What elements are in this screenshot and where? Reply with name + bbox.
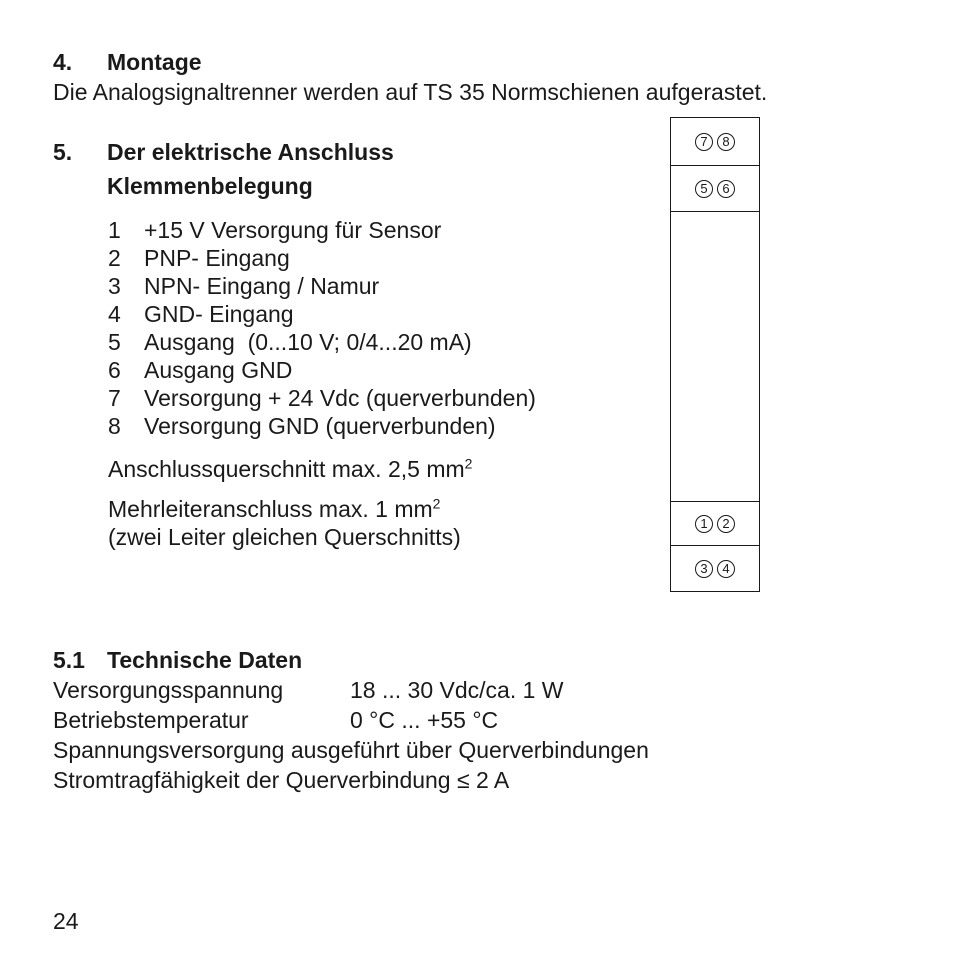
terminal-item (108, 384, 536, 412)
power-supply-note: Spannungsversorgung ausgeführt über Querverbindungen (53, 737, 649, 763)
terminal-circle-8: 8 (717, 133, 735, 151)
terminal-number: 6 (108, 357, 121, 383)
terminal-number: 2 (108, 245, 121, 271)
supply-voltage-value: 18 ... 30 Vdc/ca. 1 W (350, 677, 564, 703)
terminal-circle-4: 4 (717, 560, 735, 578)
section-4-number: 4. (53, 49, 73, 75)
terminal-item (108, 272, 536, 300)
terminal-circle-1: 1 (695, 515, 713, 533)
multi-wire-note (108, 496, 440, 523)
section-4-title: Montage (107, 49, 202, 75)
terminal-circle-3: 3 (695, 560, 713, 578)
terminal-circle-7: 7 (695, 133, 713, 151)
terminal-list (108, 216, 536, 440)
terminal-circle-5: 5 (695, 180, 713, 198)
terminal-row-top-1 (671, 118, 759, 166)
supply-voltage-row (53, 677, 564, 704)
terminal-item (108, 328, 536, 356)
operating-temp-label: Betriebstemperatur (53, 707, 249, 733)
multi-wire-subnote: (zwei Leiter gleichen Querschnitts) (108, 524, 461, 550)
terminal-item (108, 356, 536, 384)
section-5-title: Der elektrische Anschluss (107, 139, 394, 165)
terminal-circle-6: 6 (717, 180, 735, 198)
section-5-subtitle: Klemmenbelegung (107, 173, 313, 199)
page-number: 24 (53, 908, 79, 934)
terminal-label: GND- Eingang (144, 301, 294, 327)
terminal-item (108, 412, 536, 440)
terminal-number: 3 (108, 273, 121, 299)
section-5-number: 5. (53, 139, 73, 165)
terminal-row-top-2 (671, 166, 759, 212)
section-5-1-number: 5.1 (53, 647, 85, 673)
terminal-label: NPN- Eingang / Namur (144, 273, 380, 299)
terminal-label: PNP- Eingang (144, 245, 290, 271)
terminal-block-diagram (670, 117, 760, 592)
cross-section-superscript: 2 (464, 455, 473, 472)
terminal-number: 5 (108, 329, 121, 355)
terminal-item (108, 300, 536, 328)
multi-wire-superscript: 2 (432, 495, 441, 512)
terminal-number: 1 (108, 217, 121, 243)
terminal-label: Ausgang (0...10 V; 0/4...20 mA) (144, 329, 472, 355)
current-capacity-note: Stromtragfähigkeit der Querverbindung ≤ 2 A (53, 767, 510, 793)
terminal-number: 4 (108, 301, 121, 327)
multi-wire-text: Mehrleiteranschluss max. 1 mm (108, 496, 433, 522)
terminal-item (108, 244, 536, 272)
terminal-row-bottom-1 (671, 502, 759, 546)
cross-section-text: Anschlussquerschnitt max. 2,5 mm (108, 456, 465, 482)
terminal-number: 8 (108, 413, 121, 439)
terminal-label: Versorgung GND (querverbunden) (144, 413, 496, 439)
terminal-label: Versorgung + 24 Vdc (querverbunden) (144, 385, 536, 411)
terminal-label: +15 V Versorgung für Sensor (144, 217, 442, 243)
terminal-item (108, 216, 536, 244)
section-4-text: Die Analogsignaltrenner werden auf TS 35 Normschienen aufgerastet. (53, 79, 768, 105)
terminal-row-bottom-2 (671, 546, 759, 591)
section-5-1-title: Technische Daten (107, 647, 303, 673)
terminal-number: 7 (108, 385, 121, 411)
cross-section-note (108, 456, 472, 483)
terminal-circle-2: 2 (717, 515, 735, 533)
operating-temp-row (53, 707, 499, 734)
operating-temp-value: 0 °C ... +55 °C (350, 707, 499, 733)
terminal-body (671, 212, 759, 502)
supply-voltage-label: Versorgungsspannung (53, 677, 284, 703)
terminal-label: Ausgang GND (144, 357, 293, 383)
